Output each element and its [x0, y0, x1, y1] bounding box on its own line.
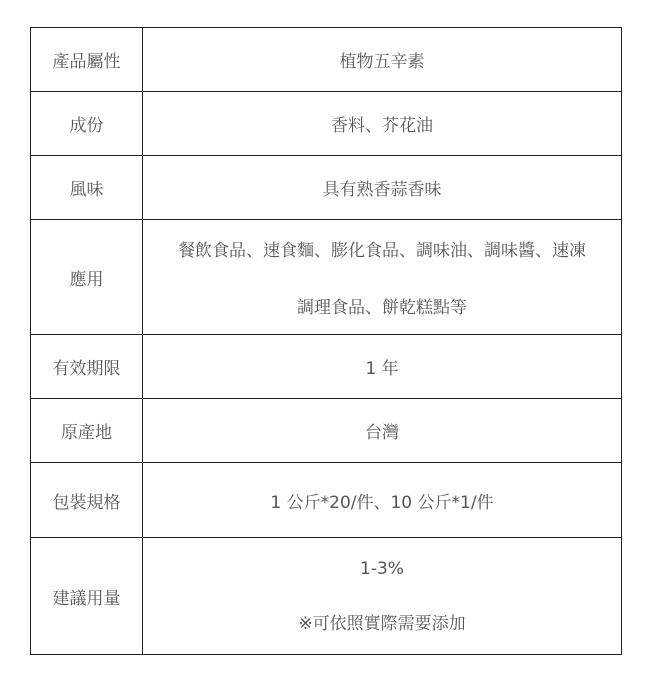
value-line: 1-3% — [360, 558, 404, 579]
table-row — [31, 399, 622, 463]
table-row — [31, 335, 622, 399]
table-row — [31, 220, 622, 335]
table-row — [31, 463, 622, 538]
value-line: 1 年 — [365, 359, 399, 379]
row-label-flavor: 風味 — [31, 156, 143, 220]
table-row — [31, 538, 622, 655]
row-value-attribute — [143, 28, 622, 92]
row-label-ingredients: 成份 — [31, 92, 143, 156]
value-line: 植物五辛素 — [339, 52, 425, 72]
value-line: ※可依照實際需要添加 — [298, 613, 466, 634]
value-line: 具有熟香蒜香味 — [322, 180, 442, 200]
value-line: 餐飲食品、速食麵、膨化食品、調味油、調味醬、速凍 — [178, 241, 586, 261]
row-label-shelf-life: 有效期限 — [31, 335, 143, 399]
row-value-dosage — [143, 538, 622, 655]
row-value-origin — [143, 399, 622, 463]
product-spec-table — [30, 27, 622, 655]
row-label-dosage: 建議用量 — [31, 538, 143, 655]
row-value-application — [143, 220, 622, 335]
value-line: 香料、芥花油 — [331, 116, 433, 136]
row-value-ingredients — [143, 92, 622, 156]
row-label-application: 應用 — [31, 220, 143, 335]
row-value-flavor — [143, 156, 622, 220]
value-line: 調理食品、餅乾糕點等 — [297, 298, 467, 318]
row-label-attribute: 產品屬性 — [31, 28, 143, 92]
table-row — [31, 92, 622, 156]
value-line: 1 公斤*20/件、10 公斤*1/件 — [270, 492, 494, 513]
row-label-packaging: 包裝規格 — [31, 463, 143, 538]
table-row — [31, 156, 622, 220]
row-value-shelf-life — [143, 335, 622, 399]
table-row — [31, 28, 622, 92]
value-line: 台灣 — [365, 423, 399, 443]
row-label-origin: 原產地 — [31, 399, 143, 463]
row-value-packaging — [143, 463, 622, 538]
